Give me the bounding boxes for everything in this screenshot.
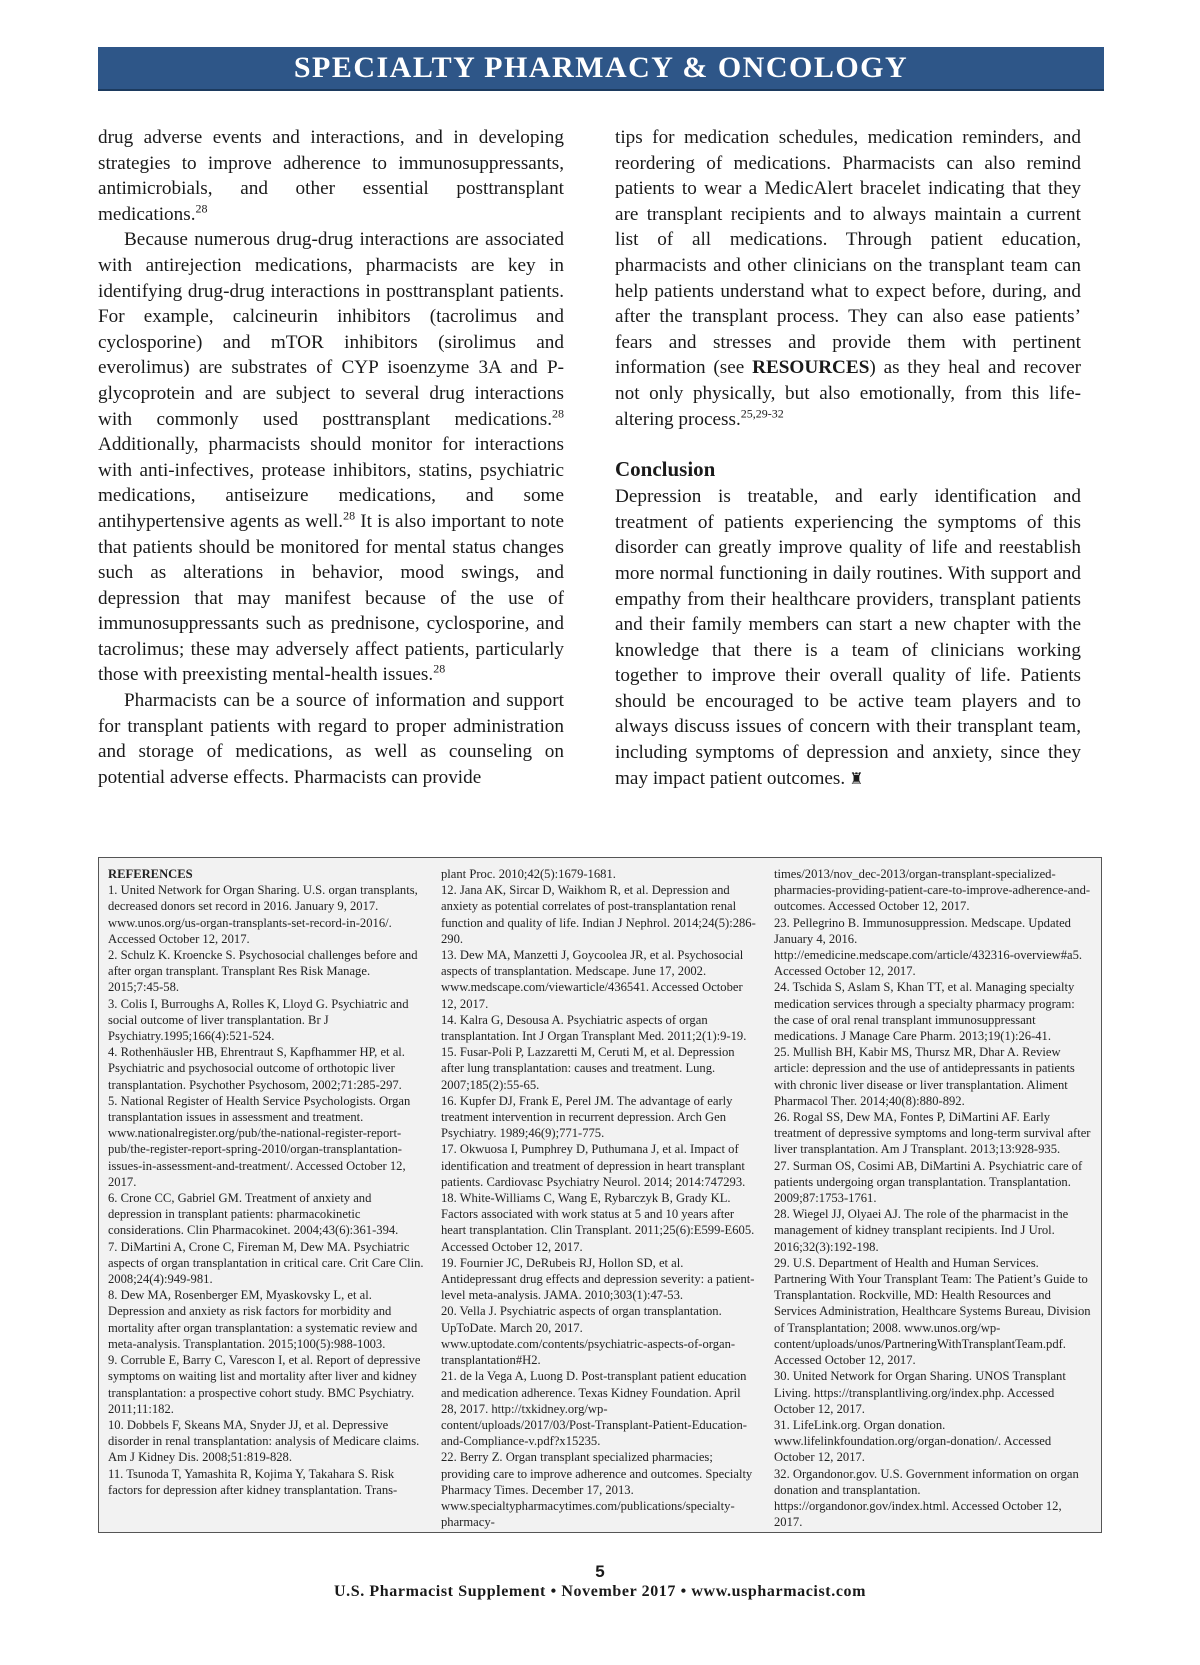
resources-link[interactable]: RESOURCES [752, 357, 870, 379]
reference-item: 30. United Network for Organ Sharing. UNOS Transplant Living. https://transplantliving.org/index.php. Accessed October 12, 2017. [774, 1369, 1066, 1416]
citation-ref: 28 [552, 406, 564, 421]
citation-ref: 28 [343, 508, 356, 523]
section-banner: SPECIALTY PHARMACY & ONCOLOGY [98, 47, 1104, 91]
reference-item: 10. Dobbels F, Skeans MA, Snyder JJ, et al. Depressive disorder in renal transplantation: analysis of Medicare claims. Am J Kidney Dis. 2008;51:819-828. [108, 1417, 420, 1465]
reference-item: 25. Mullish BH, Kabir MS, Thursz MR, Dhar A. Review article: depression and the use of antidepressants in patients with chronic liver disease or liver transplantation. Aliment Pharmacol Ther. 2014;40(8):880-892. [774, 1045, 1075, 1108]
paragraph-text: tips for medication schedules, medication reminders, and reordering of medications. Pharmacists can also remind patients to wear a MedicAlert bracelet indicating that they are transplant recipients and to always maintain a current list of all medications. Through patient education, pharmacists and other clinicians on the transplant team can help patients understand what to expect before, during, and after the transplant process. They can also ease patients’ fears and stresses and provide them with pertinent information (see [615, 127, 1081, 379]
paragraph-pharmacist-support: Pharmacists can be a source of information and support for transplant patients with regard to proper administration and storage of medications, as well as counseling on potential adverse effects. Pharmacists can provide [98, 690, 564, 788]
conclusion-heading: Conclusion [615, 457, 716, 482]
paragraph-text: Depression is treatable, and early identification and treatment of patients experiencing the symptoms of this disorder can greatly improve quality of life and reestablish more normal functioning in daily routines. With support and empathy from their healthcare providers, transplant patients and their family members can start a new chapter with the knowledge that there is a team of clinicians working together to improve their overall quality of life. Patients should be encouraged to be active team players and to always discuss issues of concern with their transplant team, including symptoms of depression and anxiety, since they may impact patient outcomes. [615, 486, 1081, 789]
end-of-article-icon: ♜ [849, 770, 864, 788]
reference-item: times/2013/nov_dec-2013/organ-transplant-specialized-pharmacies-providing-patient-care-to-improve-adherence-and-outcomes. Accessed October 12, 2017. [774, 867, 1091, 914]
reference-item: 19. Fournier JC, DeRubeis RJ, Hollon SD, et al. Antidepressant drug effects and depression severity: a patient-level meta-analysis. JAMA. 2010;303(1):47-53. [441, 1255, 755, 1303]
reference-item: 4. Rothenhäusler HB, Ehrentraut S, Kapfhammer HP, et al. Psychiatric and psychosocial outcome of orthotopic liver transplantation. Psychother Psychosom, 2002;71:285-297. [108, 1045, 405, 1092]
reference-item: 17. Okwuosa I, Pumphrey D, Puthumana J, et al. Impact of identification and treatment of depression in heart transplant patients. Cardiovasc Psychiatry Neurol. 2014; 2014:747293. [441, 1142, 746, 1189]
references-column-1 [108, 866, 426, 1498]
references-column-3 [774, 866, 1092, 1530]
reference-item: 12. Jana AK, Sircar D, Waikhom R, et al. Depression and anxiety as potential correlates of post-transplantation renal function and quality of life. Indian J Nephrol. 2014;24(5):286-290. [441, 883, 756, 946]
paragraph-text: It is also important to note that patients should be monitored for mental status changes such as alterations in behavior, mood swings, and depression that may manifest because of the use of immunosuppressants such as prednisone, cyclosporine, and tacrolimus; these may adversely affect patients, particularly those with preexisting mental-health issues. [98, 510, 564, 686]
reference-item: 5. National Register of Health Service Psychologists. Organ transplantation issues in assessment and treatment. www.nationalregister.org/pub/the-national-register-report-pub/the-register-report-spring-2010/organ-transplantation-issues-in-assessment-and-treatment/. Accessed October 12, 2017. [108, 1093, 411, 1189]
article-column-right [615, 125, 1081, 792]
reference-item: 28. Wiegel JJ, Olyaei AJ. The role of the pharmacist in the management of kidney transplant recipients. Ind J Urol. 2016;32(3):192-198. [774, 1207, 1069, 1254]
citation-ref: 28 [433, 662, 446, 677]
reference-item: 14. Kalra G, Desousa A. Psychiatric aspects of organ transplantation. Int J Organ Transplant Med. 2011;2(1):9-19. [441, 1012, 747, 1044]
citation-ref: 28 [195, 201, 208, 216]
reference-item: 13. Dew MA, Manzetti J, Goycoolea JR, et al. Psychosocial aspects of transplantation. Medscape. June 17, 2002. www.medscape.com/viewarticle/436541. Accessed October 12, 2017. [441, 948, 744, 1011]
reference-item: 1. United Network for Organ Sharing. U.S. organ transplants, decreased donors set record in 2016. January 9, 2017. www.unos.org/us-organ-transplants-set-record-in-2016/. Accessed October 12, 2017. [108, 883, 418, 946]
paragraph-text: Because numerous drug-drug interactions are associated with antirejection medications, pharmacists are key in identifying drug-drug interactions in posttransplant patients. For example, calcineurin inhibitors (tacrolimus and cyclosporine) and mTOR inhibitors (sirolimus and everolimus) are substrates of CYP isoenzyme 3A and P-glycoprotein and are subject to several drug interactions with commonly used posttransplant medications. [98, 229, 564, 430]
reference-item: 9. Corruble E, Barry C, Varescon I, et al. Report of depressive symptoms on waiting list and mortality after liver and kidney transplantation: a prospective cohort study. BMC Psychiatry. 2011;11:182. [108, 1353, 421, 1416]
reference-item: 15. Fusar-Poli P, Lazzaretti M, Ceruti M, et al. Depression after lung transplantation: causes and treatment. Lung. 2007;185(2):55-65. [441, 1045, 735, 1092]
reference-item: 29. U.S. Department of Health and Human Services. Partnering With Your Transplant Team: The Patient’s Guide to Transplantation. Rockville, MD: Health Resources and Services Administration, Healthcare Systems Bureau, Division of Transplantation; 2008. www.unos.org/wp-content/uploads/unos/PartneringWithTransplantTeam.pdf. Accessed October 12, 2017. [774, 1255, 1091, 1368]
reference-item: 21. de la Vega A, Luong D. Post-transplant patient education and medication adherence. Texas Kidney Foundation. April 28, 2017. http://txkidney.org/wp-content/uploads/2017/03/Post-Transplant-Patient-Education-and-Compliance-v.pdf?x15235. [441, 1369, 747, 1449]
paragraph-adherence [98, 125, 564, 227]
paragraph-text: Additionally, pharmacists should monitor for interactions with anti-infectives, protease inhibitors, statins, psychiatric medications, antiseizure medications, and some antihypertensive agents as well. [98, 434, 564, 532]
page-number: 5 [595, 1562, 605, 1581]
reference-item: 20. Vella J. Psychiatric aspects of organ transplantation. UpToDate. March 20, 2017. www.uptodate.com/contents/psychiatric-aspects-of-organ-transplantation#H2. [441, 1304, 736, 1368]
reference-item: 16. Kupfer DJ, Frank E, Perel JM. The advantage of early treatment intervention in recurrent depression. Arch Gen Psychiatry. 1989;46(9);771-775. [441, 1093, 733, 1141]
reference-item: 2. Schulz K. Kroencke S. Psychosocial challenges before and after organ transplant. Transplant Res Risk Manage. 2015;7:45-58. [108, 948, 418, 995]
reference-item: 7. DiMartini A, Crone C, Fireman M, Dew MA. Psychiatric aspects of organ transplantation in critical care. Crit Care Clin. 2008;24(4):949-981. [108, 1239, 424, 1287]
reference-item: plant Proc. 2010;42(5):1679-1681. [441, 867, 616, 881]
references-heading: REFERENCES [108, 867, 193, 881]
reference-item: 18. White-Williams C, Wang E, Rybarczyk B, Grady KL. Factors associated with work status at 5 and 10 years after heart transplantation. Clin Transplant. 2011;25(6):E599-E605. Accessed October 12, 2017. [441, 1191, 755, 1254]
references-box [98, 857, 1102, 1533]
paragraph-conclusion [615, 484, 1081, 792]
paragraph-drug-interactions [98, 227, 564, 688]
reference-item: 22. Berry Z. Organ transplant specialized pharmacies; providing care to improve adherence and outcomes. Specialty Pharmacy Times. December 17, 2013. www.specialtypharmacytimes.com/publications/specialty-pharmacy- [441, 1450, 753, 1530]
citation-ref: 25,29-32 [740, 406, 784, 421]
reference-item: 6. Crone CC, Gabriel GM. Treatment of anxiety and depression in transplant patients: pharmacokinetic considerations. Clin Pharmacokinet. 2004;43(6):361-394. [108, 1191, 399, 1238]
reference-item: 31. LifeLink.org. Organ donation. www.lifelinkfoundation.org/organ-donation/. Accessed October 12, 2017. [774, 1417, 1052, 1465]
references-column-2 [441, 866, 759, 1530]
reference-item: 24. Tschida S, Aslam S, Khan TT, et al. Managing specialty medication services through a specialty pharmacy program: the case of oral renal transplant immunosuppressant medications. J Manage Care Pharm. 2013;19(1):26-41. [774, 980, 1075, 1044]
reference-item: 11. Tsunoda T, Yamashita R, Kojima Y, Takahara S. Risk factors for depression after kidney transplantation. Trans- [108, 1466, 398, 1497]
reference-item: 3. Colis I, Burroughs A, Rolles K, Lloyd G. Psychiatric and social outcome of liver transplantation. Br J Psychiatry.1995;166(4):521-524. [108, 996, 409, 1044]
paragraph-text: ) as they heal and recover not only physically, but also emotionally, from this life-altering process. [615, 357, 1081, 430]
paragraph-text: drug adverse events and interactions, and in developing strategies to improve adherence to immunosuppressants, antimicrobials, and other essential posttransplant medications. [98, 127, 564, 225]
reference-item: 8. Dew MA, Rosenberger EM, Myaskovsky L, et al. Depression and anxiety as risk factors for morbidity and mortality after organ transplantation: a systematic review and meta-analysis. Transplantation. 2015;100(5):988-1003. [108, 1288, 418, 1351]
reference-item: 27. Surman OS, Cosimi AB, DiMartini A. Psychiatric care of patients undergoing organ transplantation. Transplantation. 2009;87:1753-1761. [774, 1158, 1083, 1206]
publication-footer: U.S. Pharmacist Supplement • November 2017 • www.uspharmacist.com [333, 1583, 867, 1600]
reference-item: 26. Rogal SS, Dew MA, Fontes P, DiMartini AF. Early treatment of depressive symptoms and long-term survival after liver transplantation. Am J Transplant. 2013;13:928-935. [774, 1110, 1091, 1157]
reference-item: 32. Organdonor.gov. U.S. Government information on organ donation and transplantation. https://organdonor.gov/index.html. Accessed October 12, 2017. [774, 1466, 1079, 1530]
paragraph-patient-education [615, 125, 1081, 432]
article-column-left [98, 125, 564, 790]
reference-item: 23. Pellegrino B. Immunosuppression. Medscape. Updated January 4, 2016. http://emedicine.medscape.com/article/432316-overview#a5. Accessed October 12, 2017. [774, 915, 1083, 979]
